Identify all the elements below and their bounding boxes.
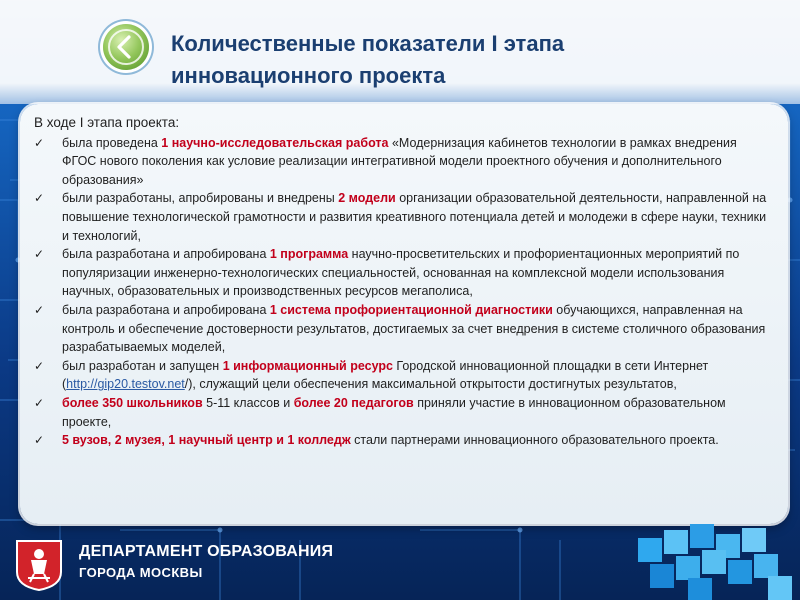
list-item [34,431,774,450]
check-icon: ✓ [34,358,45,373]
item-text: была разработана и апробирована [62,302,270,317]
check-icon: ✓ [34,302,45,317]
item-highlight: более 350 школьников [62,395,203,410]
list-item [34,245,774,301]
check-icon: ✓ [34,395,45,410]
item-text: 5-11 классов и [202,395,294,410]
item-text: был разработан и запущен [62,358,223,373]
list-item [34,301,774,357]
back-button[interactable] [103,24,149,70]
page-title [171,28,731,92]
item-text: были разработаны, апробированы и внедрены [62,191,339,206]
check-icon: ✓ [34,191,45,206]
page-title-line1: Количественные показатели I этапа [171,31,565,56]
department-name-line1: ДЕПАРТАМЕНТ ОБРАЗОВАНИЯ [79,543,334,560]
decorative-cubes [628,520,800,600]
intro-text: В ходе I этапа проекта: [34,115,180,130]
item-text: /), служащий цели обеспечения максимальной открытости достигнутых результатов, [184,377,677,392]
content-list [34,114,774,450]
item-highlight: 5 вузов, 2 музея, 1 научный центр и 1 колледж [62,433,351,448]
list-item [34,394,774,431]
list-item [34,357,774,394]
item-highlight: 2 модели [338,191,396,206]
page-title-line2: инновационного проекта [171,63,446,88]
item-text: «Модернизация кабинетов технологии в рамках внедрения ФГОС нового поколения как условие реализации интегративной модели проектного обучения и дополнительного образования» [62,135,737,187]
item-text: была проведена [62,135,162,150]
item-highlight: 1 программа [269,247,349,262]
moscow-coat-of-arms-icon [14,538,64,592]
item-highlight: 1 научно-исследовательская работа [161,135,389,150]
item-text: обучающихся, направленная на контроль и обеспечение достоверности результатов, достигаемых за счет внедрения в системе столичного образования разрабатываемых моделей, [62,302,766,355]
website-link[interactable]: http://gip20.testov.net [66,377,185,392]
item-text: организации образовательной деятельности, направленной на повышение технологической грамотности и развития креативного потенциала детей и молодежи в сфере науки, техники и технологий, [62,191,767,243]
list-item [34,189,774,245]
item-text: приняли участие в инновационном образовательном проекте, [62,395,726,429]
department-name-line2: ГОРОДА МОСКВЫ [79,565,203,580]
check-icon: ✓ [34,135,45,150]
chevron-left-icon [103,24,149,70]
item-highlight: 1 информационный ресурс [222,358,393,373]
item-text: научно-просветительских и профориентационных мероприятий по популяризации инженерно-технологических специальностей, основанная на комплексной модели использования научных, образовательных и производственных ресурсов мегаполиса, [62,247,740,299]
item-text: Городской инновационной площадки в сети Интернет ( [62,358,709,392]
item-text: стали партнерами инновационного образовательного проекта. [350,433,719,448]
item-text: была разработана и апробирована [62,247,270,262]
item-highlight: 1 система профориентационной диагностики [269,302,553,317]
item-highlight: более 20 педагогов [293,395,414,410]
list-item [34,134,774,190]
check-icon: ✓ [34,247,45,262]
check-icon: ✓ [34,433,45,448]
